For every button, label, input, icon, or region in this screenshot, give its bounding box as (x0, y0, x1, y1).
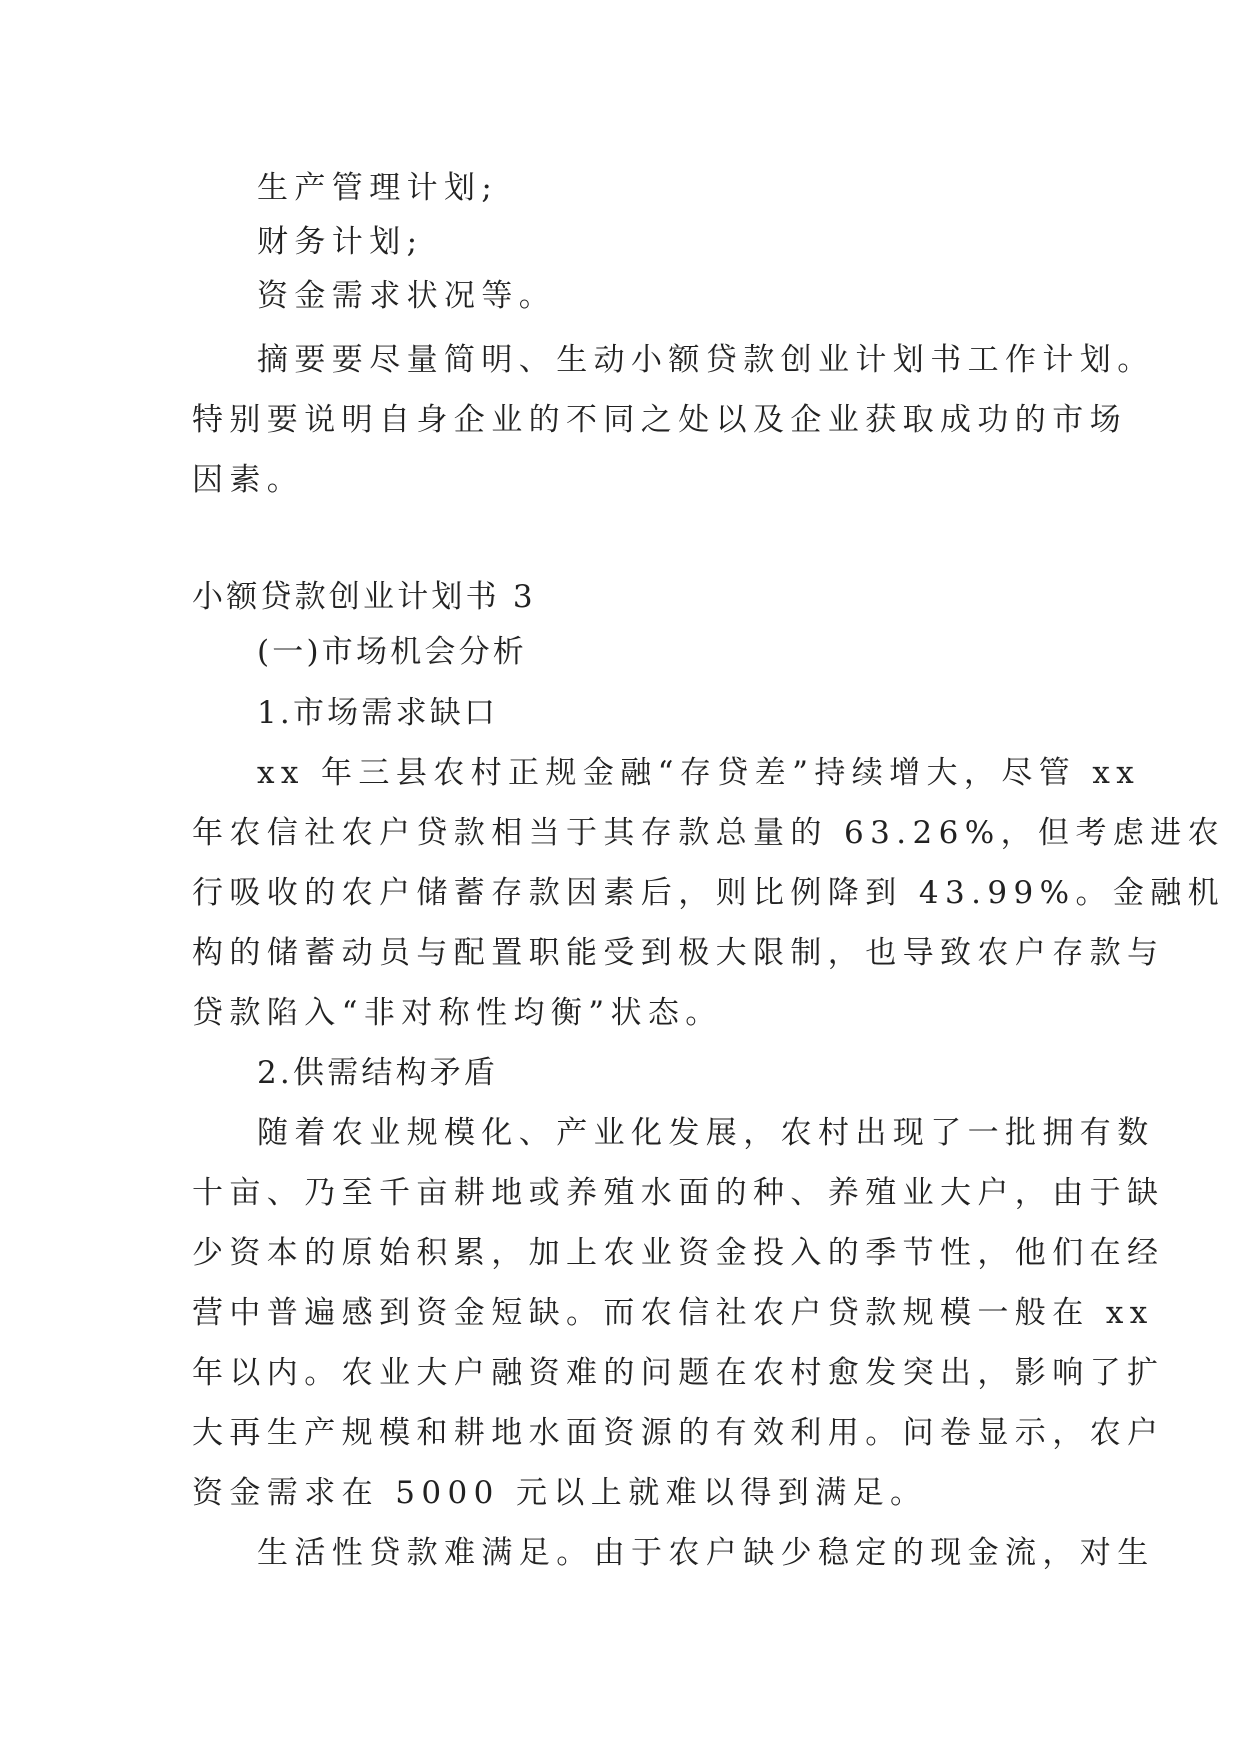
list-item-production-plan: 生产管理计划; (257, 170, 499, 206)
subsection-title: (一)市场机会分析 (257, 634, 527, 670)
paragraph-summary-line-2: 特别要说明自身企业的不同之处以及企业获取成功的市场 (192, 402, 1127, 438)
paragraph-large-farmers-line-1: 随着农业规模化、产业化发展，农村出现了一批拥有数 (257, 1115, 1155, 1151)
paragraph-summary-line-3: 因素。 (192, 462, 305, 498)
paragraph-deposit-gap-line-4: 构的储蓄动员与配置职能受到极大限制，也导致农户存款与 (192, 935, 1165, 971)
paragraph-living-loans-line-1: 生活性贷款难满足。由于农户缺少稳定的现金流，对生 (257, 1535, 1155, 1571)
paragraph-large-farmers-line-7: 资金需求在 5000 元以上就难以得到满足。 (192, 1475, 928, 1511)
section-title: 小额贷款创业计划书 3 (192, 579, 536, 615)
paragraph-large-farmers-line-5: 年以内。农业大户融资难的问题在农村愈发突出，影响了扩 (192, 1355, 1165, 1391)
item-heading-supply-demand: 2.供需结构矛盾 (257, 1055, 499, 1091)
paragraph-summary-line-1: 摘要要尽量简明、生动小额贷款创业计划书工作计划。 (257, 342, 1155, 378)
paragraph-large-farmers-line-6: 大再生产规模和耕地水面资源的有效利用。问卷显示，农户 (192, 1415, 1165, 1451)
paragraph-large-farmers-line-4: 营中普遍感到资金短缺。而农信社农户贷款规模一般在 xx (192, 1295, 1154, 1331)
paragraph-large-farmers-line-2: 十亩、乃至千亩耕地或养殖水面的种、养殖业大户，由于缺 (192, 1175, 1165, 1211)
paragraph-deposit-gap-line-2: 年农信社农户贷款相当于其存款总量的 63.26%，但考虑进农 (192, 815, 1226, 851)
paragraph-deposit-gap-line-5: 贷款陷入“非对称性均衡”状态。 (192, 995, 723, 1031)
list-item-funding-needs: 资金需求状况等。 (257, 278, 557, 314)
item-heading-market-gap: 1.市场需求缺口 (257, 695, 499, 731)
list-item-financial-plan: 财务计划; (257, 224, 424, 260)
paragraph-deposit-gap-line-3: 行吸收的农户储蓄存款因素后，则比例降到 43.99%。金融机 (192, 875, 1226, 911)
paragraph-deposit-gap-line-1: xx 年三县农村正规金融“存贷差”持续增大，尽管 xx (257, 755, 1141, 791)
paragraph-large-farmers-line-3: 少资本的原始积累，加上农业资金投入的季节性，他们在经 (192, 1235, 1165, 1271)
